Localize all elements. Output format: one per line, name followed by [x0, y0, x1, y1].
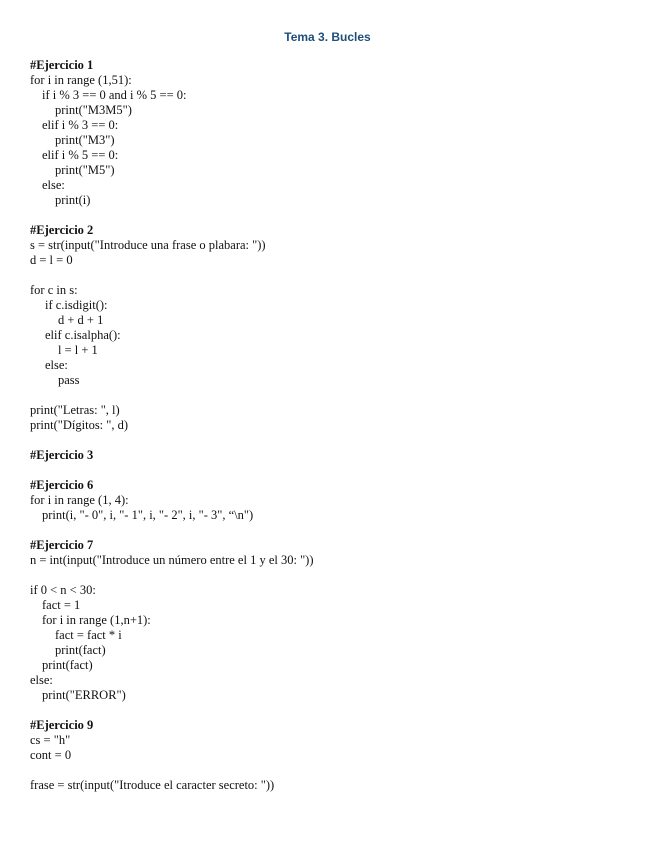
code-line: s = str(input("Introduce una frase o plabara: "))	[30, 238, 266, 252]
document-body	[30, 58, 635, 793]
code-line: if i % 3 == 0 and i % 5 == 0:	[42, 88, 187, 102]
code-line: print("M5")	[55, 163, 115, 177]
blank-line	[30, 568, 635, 583]
code-line: print(fact)	[42, 658, 93, 672]
code-line: for i in range (1, 4):	[30, 493, 129, 507]
blank-line	[30, 388, 635, 403]
code-line: print("M3M5")	[55, 103, 132, 117]
code-line: for c in s:	[30, 283, 78, 297]
code-line: print("M3")	[55, 133, 115, 147]
code-line: cont = 0	[30, 748, 72, 762]
code-line: else:	[42, 178, 65, 192]
code-line: if c.isdigit():	[45, 298, 108, 312]
code-line: frase = str(input("Itroduce el caracter secreto: "))	[30, 778, 275, 792]
code-line: if 0 < n < 30:	[30, 583, 96, 597]
code-line: print("ERROR")	[42, 688, 126, 702]
exercise-3-heading: #Ejercicio 3	[30, 448, 94, 462]
code-line: l = l + 1	[58, 343, 98, 357]
blank-line	[30, 463, 635, 478]
exercise-6-heading: #Ejercicio 6	[30, 478, 94, 492]
page-title: Tema 3. Bucles	[284, 30, 371, 44]
code-line: print(fact)	[55, 643, 106, 657]
blank-line	[30, 763, 635, 778]
code-line: elif i % 3 == 0:	[42, 118, 119, 132]
code-line: else:	[30, 673, 53, 687]
code-line: fact = fact * i	[55, 628, 122, 642]
code-line: d + d + 1	[58, 313, 104, 327]
code-line: elif i % 5 == 0:	[42, 148, 119, 162]
code-line: print("Dígitos: ", d)	[30, 418, 129, 432]
code-line: for i in range (1,51):	[30, 73, 132, 87]
blank-line	[30, 433, 635, 448]
code-line: pass	[58, 373, 80, 387]
blank-line	[30, 523, 635, 538]
exercise-1-heading: #Ejercicio 1	[30, 58, 94, 72]
exercise-2-heading: #Ejercicio 2	[30, 223, 94, 237]
code-line: n = int(input("Introduce un número entre el 1 y el 30: "))	[30, 553, 314, 567]
code-line: print("Letras: ", l)	[30, 403, 120, 417]
code-line: print(i)	[55, 193, 91, 207]
code-line: print(i, "- 0", i, "- 1", i, "- 2", i, "- 3", “\n")	[42, 508, 254, 522]
blank-line	[30, 703, 635, 718]
blank-line	[30, 208, 635, 223]
code-line: for i in range (1,n+1):	[42, 613, 151, 627]
code-line: elif c.isalpha():	[45, 328, 121, 342]
code-line: d = l = 0	[30, 253, 73, 267]
code-line: else:	[45, 358, 68, 372]
blank-line	[30, 268, 635, 283]
exercise-7-heading: #Ejercicio 7	[30, 538, 94, 552]
exercise-9-heading: #Ejercicio 9	[30, 718, 94, 732]
code-line: fact = 1	[42, 598, 81, 612]
code-line: cs = "h"	[30, 733, 71, 747]
